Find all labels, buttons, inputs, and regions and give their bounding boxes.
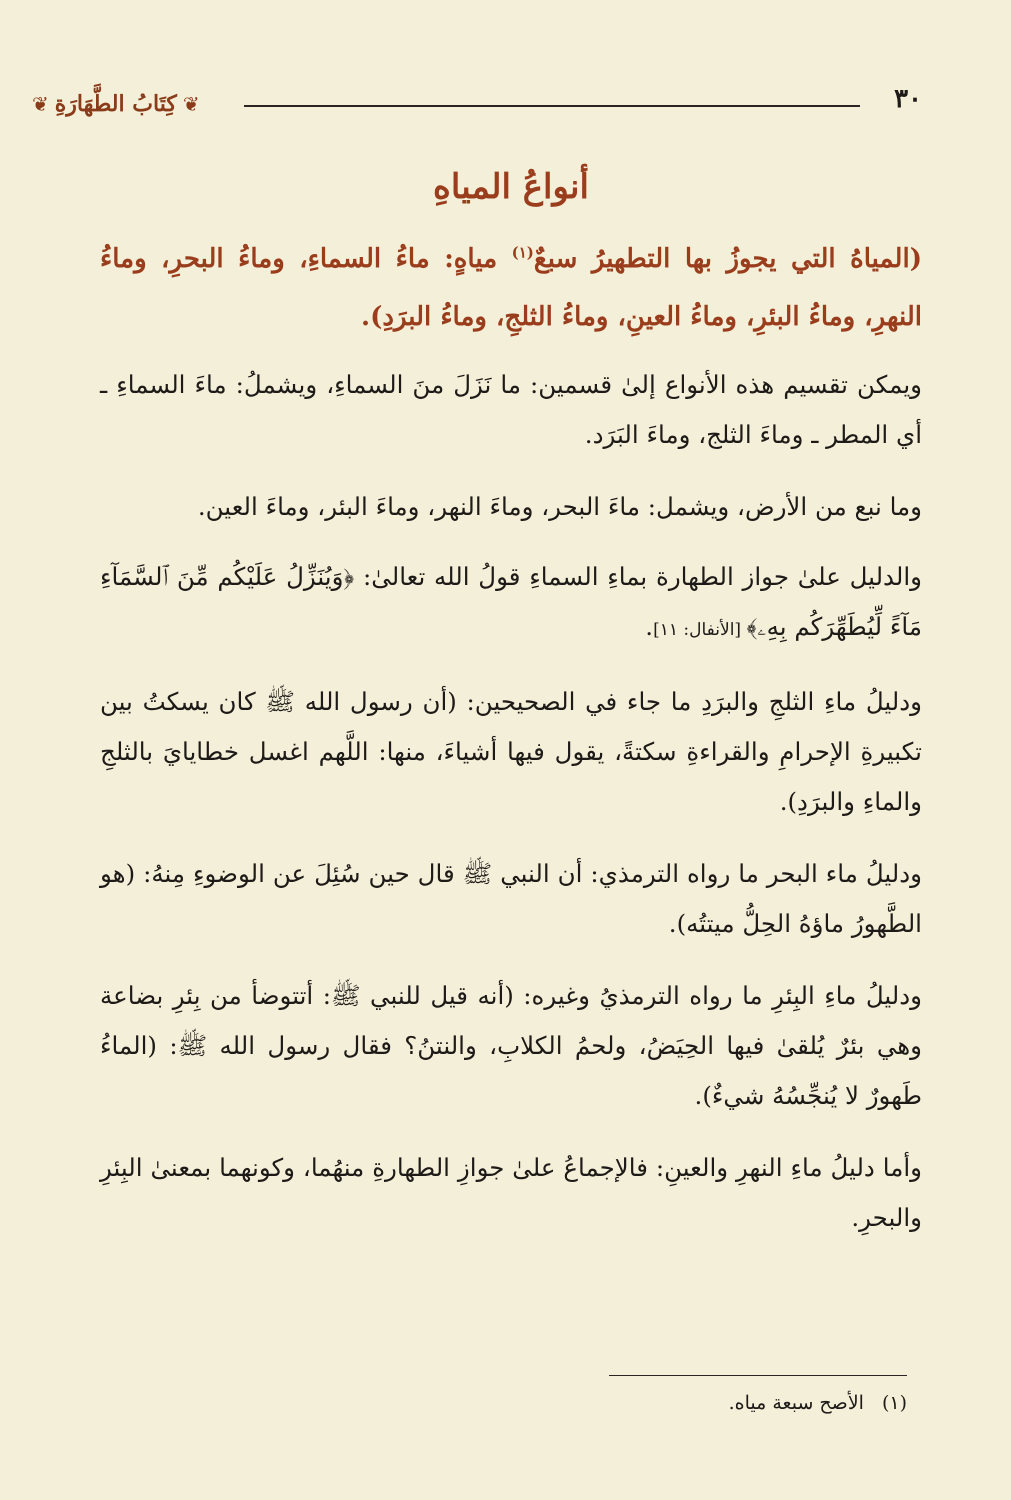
running-header [32,84,922,124]
footnote-ref: (١) [511,243,534,262]
page-content [100,162,922,1265]
section-heading: أنواعُ المياهِ [433,167,589,207]
quran-end: . [645,612,654,641]
paragraph-river-spring: وأما دليلُ ماءِ النهرِ والعينِ: فالإجماعُ علىٰ جوازِ الطهارةِ منهُما، وكونهما بمعنىٰ البِئرِ والبحرِ. [100,1153,922,1232]
main-text-part1: (المياهُ التي يجوزُ بها التطهيرُ سبعٌ [533,244,923,274]
ornament-left-icon: ❦ [182,92,200,116]
paragraph-sea-water: ودليلُ ماء البحر ما رواه الترمذي: أن النبي ﷺ قال حين سُئِلَ عن الوضوءِ مِنهُ: (هو الطَّهورُ ماؤهُ الحِلُّ ميتتُه). [100,859,922,938]
ornament-right-icon: ❦ [32,92,49,116]
header-rule [244,105,860,107]
footnote [729,1385,907,1421]
footnote-marker: (١) [881,1392,907,1414]
paragraph-division: ويمكن تقسيم هذه الأنواع إلىٰ قسمين: ما نَزَلَ منَ السماءِ، ويشملُ: ماءَ السماءِ ـ أي المطر ـ وماءَ الثلج، وماءَ البَرَد. [100,370,922,449]
main-text-part2: مياهٍ: ماءُ السماءِ، وماءُ البحرِ، وماءُ النهرِ، وماءُ البئرِ، وماءُ العينِ، وماءُ الثلجِ، وماءُ البرَدِ). [100,244,922,332]
page-number: ٣٠ [894,84,922,114]
quran-intro: والدليل علىٰ جواز الطهارة بماءِ السماءِ قولُ الله تعالىٰ: [354,562,922,591]
paragraph-snow-hail: ودليلُ ماءِ الثلجِ والبرَدِ ما جاء في الصحيحين: (أن رسول الله ﷺ كان يسكتُ بين تكبيرةِ الإحرامِ والقراءةِ سكتةً، يقول فيها أشياءَ، منها: اللَّهم اغسل خطايايَ بالثلجِ والماءِ والبرَدِ). [100,687,922,816]
paragraph-earth-water: وما نبع من الأرض، ويشمل: ماءَ البحر، وماءَ النهر، وماءَ البئر، وماءَ العين. [197,492,922,521]
main-text [100,230,922,346]
book-title-group [32,84,200,124]
paragraph-quran-evidence [100,552,922,655]
footnote-rule [609,1375,907,1376]
quran-verse: ﴿وَيُنَزِّلُ عَلَيْكُم مِّنَ ٱلسَّمَآءِ مَآءً لِّيُطَهِّرَكُم بِهِۦ﴾ [100,562,922,641]
footnote-text: الأصح سبعة مياه. [728,1392,864,1414]
paragraph-well-water: ودليلُ ماءِ البِئرِ ما رواه الترمذيُ وغيره: (أنه قيل للنبي ﷺ: أتتوضأ من بِئرِ بضاعة وهي بئرٌ يُلقىٰ فيها الحِيَضُ، ولحمُ الكلابِ، والنتنُ؟ فقال رسول الله ﷺ: (الماءُ طَهورٌ لا يُنجِّسُهُ شيءٌ). [100,981,922,1110]
quran-citation: [الأنفال: ١١] [653,620,747,640]
book-title: كِتَابُ الطَّهَارَةِ [54,91,177,117]
